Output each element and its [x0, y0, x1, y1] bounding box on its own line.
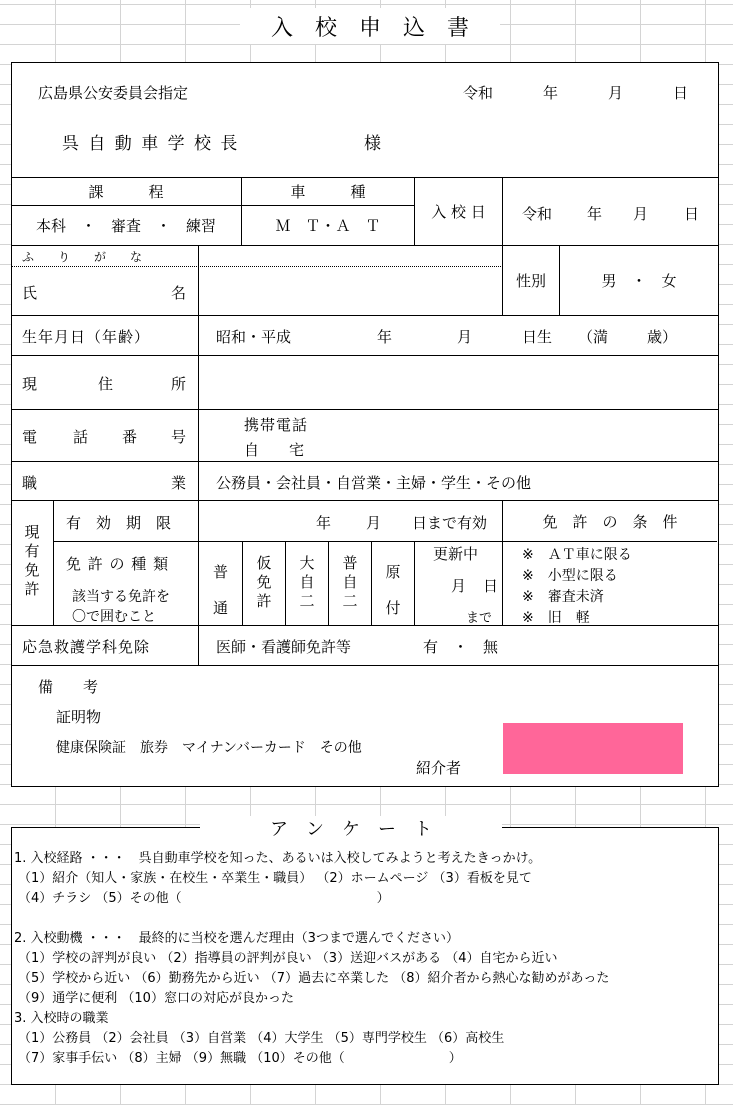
renewal-month[interactable]: 月 [451, 577, 467, 595]
address-label-2: 住 [98, 375, 114, 393]
condition-unexamined[interactable]: ※ 審査未済 [522, 589, 604, 605]
license-type-karimenkyo[interactable] [243, 554, 285, 611]
birth-label: 生年月日（年齢） [22, 328, 151, 346]
entry-date-label: 入 校 日 [431, 203, 486, 221]
phone-label-4: 号 [171, 428, 187, 446]
license-type-futsujini[interactable] [329, 554, 371, 611]
renewal-day[interactable]: 日 [483, 577, 499, 595]
type-char: 自 [342, 573, 358, 591]
circle-note-1: 該当する免許を [72, 589, 170, 605]
gender-label: 性別 [515, 272, 546, 290]
type-char: 二 [342, 592, 358, 610]
rule [502, 177, 503, 245]
rule [11, 665, 718, 666]
address-label-3: 所 [171, 375, 187, 393]
car-type-options[interactable]: Ｍ Ｔ・Ａ Ｔ [275, 217, 381, 235]
circle-note-2: 〇で囲むこと [72, 609, 156, 625]
survey-line[interactable]: （1）公務員 （2）会社員 （3）自営業 （4）大学生 （5）専門学校生 （6）高校生 [18, 1031, 505, 1046]
license-type-futsu[interactable] [199, 554, 242, 626]
remarks-label: 備 考 [38, 678, 99, 696]
birth-year[interactable]: 年 [377, 328, 393, 346]
age-close: 歳） [647, 328, 678, 346]
course-label: 課 程 [88, 183, 164, 201]
first-aid-options[interactable]: 有 ・ 無 [423, 638, 499, 656]
occupation-label-1: 職 [22, 474, 38, 492]
first-aid-qualification: 医師・看護師免許等 [216, 638, 352, 656]
birth-era[interactable]: 昭和・平成 [216, 328, 292, 346]
survey-line: 3. 入校時の職業 [14, 1011, 109, 1026]
phone-label-1: 電 [22, 428, 38, 446]
header-date-year[interactable]: 年 [543, 84, 559, 102]
license-type-label: 免 許 の 種 類 [66, 555, 170, 573]
survey-line: 2. 入校動機 ・・・ 最終的に当校を選んだ理由（3つまで選んでください） [14, 931, 459, 946]
condition-old-light[interactable]: ※ 旧 軽 [522, 610, 590, 626]
rule [11, 409, 718, 410]
form-title: 入 校 申 込 書 [270, 15, 469, 41]
furigana-label: ふ り が な [22, 250, 143, 264]
rule [11, 315, 718, 316]
type-char: 自 [299, 573, 315, 591]
survey-line[interactable]: （1）紹介（知人・家族・在校生・卒業生・職員） （2）ホームページ （3）看板を見て [18, 871, 532, 886]
rule [414, 541, 415, 625]
home-label: 自 宅 [244, 441, 305, 459]
entry-month[interactable]: 月 [633, 205, 649, 223]
type-char: 普 [212, 563, 228, 581]
name-field[interactable] [199, 267, 501, 315]
furigana-field[interactable] [199, 246, 501, 266]
type-char: 免 [256, 573, 272, 591]
birth-suffix: 日生 [522, 328, 553, 346]
type-char: 付 [385, 599, 401, 617]
honorific: 様 [364, 134, 381, 154]
name-label-1: 氏 [22, 284, 38, 302]
type-char: 通 [212, 599, 228, 617]
occupation-label-2: 業 [171, 474, 187, 492]
conditions-label: 免 許 の 条 件 [542, 512, 678, 531]
car-type-label: 車 種 [290, 183, 366, 201]
mobile-label: 携帯電話 [244, 416, 309, 434]
type-char: 二 [299, 592, 315, 610]
type-char: 仮 [256, 554, 272, 572]
survey-line[interactable]: （9）通学に便利 （10）窓口の対応が良かった [18, 991, 294, 1006]
side-char: 現 [24, 523, 40, 541]
address-field[interactable] [199, 356, 717, 409]
validity-label: 有 効 期 限 [66, 514, 172, 532]
side-char: 許 [24, 580, 40, 598]
type-char: 普 [342, 554, 358, 572]
rule [11, 461, 718, 462]
entry-day[interactable]: 日 [684, 205, 700, 223]
mobile-field[interactable] [340, 411, 716, 435]
validity-suffix: 日まで有効 [412, 514, 488, 532]
renewal-until: まで [466, 611, 493, 626]
survey-title: ア ン ケ ー ト [270, 819, 432, 840]
renewal-label[interactable]: 更新中 [433, 545, 479, 563]
side-char: 免 [24, 561, 40, 579]
gender-options[interactable]: 男 ・ 女 [601, 272, 677, 290]
referrer-field[interactable] [503, 723, 683, 774]
type-char: 原 [385, 563, 401, 581]
documents-label: 証明物 [56, 708, 102, 726]
rule [53, 541, 717, 542]
birth-month[interactable]: 月 [457, 328, 473, 346]
license-type-daijini[interactable] [286, 554, 328, 611]
first-aid-label: 応急救護学科免除 [22, 638, 151, 656]
survey-line[interactable]: （5）学校から近い （6）勤務先から近い （7）過去に卒業した （8）紹介者から熱心な勧めがあった [18, 971, 610, 986]
header-date-era: 令和 [463, 84, 494, 102]
documents-options[interactable]: 健康保険証 旅券 マイナンバーカード その他 [56, 740, 362, 756]
type-char: 許 [256, 592, 272, 610]
home-phone-field[interactable] [340, 436, 716, 460]
course-options[interactable]: 本科 ・ 審査 ・ 練習 [35, 217, 216, 235]
condition-small[interactable]: ※ 小型に限る [522, 568, 618, 584]
recipient: 呉 自 動 車 学 校 長 [62, 134, 240, 154]
rule [53, 500, 54, 625]
occupation-options[interactable]: 公務員・会社員・自営業・主婦・学生・その他 [216, 474, 532, 492]
survey-line: 1. 入校経路 ・・・ 呉自動車学校を知った、あるいは入校してみようと考えたきっかけ。 [14, 851, 542, 866]
designation: 広島県公安委員会指定 [38, 84, 189, 102]
survey-line[interactable]: （4）チラシ （5）その他（ ） [18, 891, 390, 906]
age-open: （満 [578, 328, 609, 346]
survey-line[interactable]: （1）学校の評判が良い （2）指導員の評判が良い （3）送迎バスがある （4）自宅から近い [18, 951, 558, 966]
license-type-gentsuki[interactable] [372, 554, 414, 626]
type-char: 大 [299, 554, 315, 572]
phone-label-3: 番 [122, 428, 138, 446]
validity-month[interactable]: 月 [366, 514, 382, 532]
entry-era: 令和 [522, 205, 553, 223]
referrer-label: 紹介者 [416, 759, 462, 777]
condition-at[interactable]: ※ ＡＴ車に限る [522, 547, 632, 563]
header-date-day[interactable]: 日 [673, 84, 689, 102]
entry-year[interactable]: 年 [587, 205, 603, 223]
header-date-month[interactable]: 月 [608, 84, 624, 102]
validity-year[interactable]: 年 [316, 514, 332, 532]
side-char: 有 [24, 542, 40, 560]
name-label-2: 名 [171, 284, 187, 302]
address-label-1: 現 [22, 375, 38, 393]
phone-label-2: 話 [73, 428, 89, 446]
license-side-label [20, 523, 44, 599]
survey-line[interactable]: （7）家事手伝い （8）主婦 （9）無職 （10）その他（ ） [18, 1051, 462, 1066]
